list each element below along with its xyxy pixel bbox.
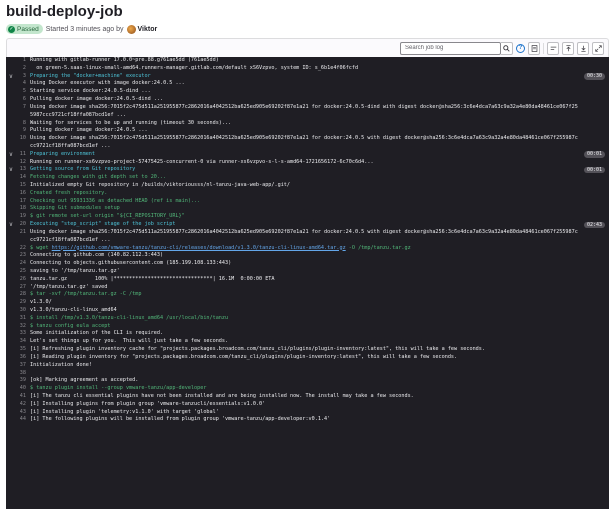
- search-icon: [503, 45, 510, 52]
- line-number[interactable]: 5: [22, 88, 26, 95]
- log-gutter: [6, 291, 16, 299]
- log-gutter: [6, 268, 16, 276]
- log-text: Fetching changes with git depth set to 20...: [30, 174, 167, 181]
- line-number[interactable]: 11: [19, 150, 26, 157]
- line-number[interactable]: 6: [22, 96, 26, 103]
- log-gutter: [6, 307, 16, 315]
- help-icon[interactable]: ?: [516, 44, 525, 53]
- log-text: Preparing the "docker+machine" executor: [30, 72, 151, 79]
- log-text: $ tanzu config eula accept: [30, 322, 111, 329]
- log-gutter: [6, 57, 16, 65]
- log-text: $ tanzu plugin install --group vmware-tanzu/app-developer: [30, 385, 207, 392]
- log-line: [6, 198, 609, 206]
- wrap-lines-button[interactable]: [547, 42, 559, 55]
- log-text: [i] Reading plugin inventory for "projects.packages.broadcom.com/tanzu_cli/plugins/plugin-inventory:latest", this will take a few seconds.: [30, 353, 458, 360]
- chevron-down-icon[interactable]: ∨: [8, 150, 14, 158]
- line-number[interactable]: 2: [22, 64, 26, 71]
- log-text: '/tmp/tanzu.tar.gz' saved: [30, 283, 108, 290]
- line-number[interactable]: 44: [19, 416, 26, 423]
- log-gutter: [6, 252, 16, 260]
- log-gutter: [6, 299, 16, 307]
- log-line: [6, 338, 609, 346]
- line-number[interactable]: 32: [19, 322, 26, 329]
- log-gutter: [6, 205, 16, 213]
- section-duration-badge: 00:30: [584, 73, 605, 80]
- log-text: Running with gitlab-runner 17.0.0~pre.88.g761ae5dd (761ae5dd): [30, 57, 219, 63]
- fullscreen-icon: [595, 45, 602, 52]
- log-text: Initialization done!: [30, 361, 92, 368]
- log-gutter: [6, 174, 16, 182]
- line-number[interactable]: 19: [19, 213, 26, 220]
- line-number[interactable]: 13: [19, 166, 26, 173]
- line-number[interactable]: 43: [19, 408, 26, 415]
- scroll-top-icon: [565, 45, 572, 52]
- line-number[interactable]: 25: [19, 267, 26, 274]
- log-gutter: [6, 120, 16, 128]
- check-circle-icon: ✓: [9, 25, 14, 32]
- status-label: Passed: [17, 25, 39, 33]
- log-line: [6, 190, 609, 198]
- toolbar-divider: [543, 43, 544, 54]
- job-meta: [6, 24, 609, 34]
- log-gutter: [6, 182, 16, 190]
- line-number[interactable]: 9: [22, 127, 26, 134]
- log-gutter: [6, 127, 16, 135]
- line-number[interactable]: 31: [19, 314, 26, 321]
- scroll-bottom-icon: [580, 45, 587, 52]
- log-line: [6, 174, 609, 182]
- log-text: Created fresh repository.: [30, 189, 108, 196]
- log-gutter: [6, 88, 16, 96]
- log-line: [6, 245, 609, 253]
- log-gutter: [6, 245, 16, 253]
- log-text: Checking out 95931336 as detached HEAD (ref is main)...: [30, 197, 201, 204]
- log-line: [6, 409, 609, 417]
- log-gutter: [6, 80, 16, 88]
- line-number[interactable]: 34: [19, 338, 26, 345]
- log-text: $ install /tmp/v1.3.0/tanzu-cli-linux_amd64 /usr/local/bin/tanzu: [30, 314, 229, 321]
- log-gutter: [6, 159, 16, 167]
- line-number[interactable]: 42: [19, 400, 26, 407]
- log-line: [6, 268, 609, 276]
- download-link[interactable]: https://github.com/vmware-tanzu/tanzu-cli/releases/download/v1.3.0/tanzu-cli-linux-amd64.tar.gz: [51, 244, 346, 251]
- line-number[interactable]: 29: [19, 299, 26, 306]
- log-line: [6, 120, 609, 128]
- log-text: $ git remote set-url origin "${CI_REPOSITORY_URL}": [30, 213, 185, 220]
- status-badge[interactable]: [6, 24, 43, 34]
- chevron-down-icon[interactable]: ∨: [8, 221, 14, 229]
- log-text: Using docker image sha256:7015f2c475d511a251955877c2862016a4042512ba625ed905e69202f87e1a21 for docker:24.0.5 with digest docker@sha256:3c6e4dca7a63c9a32a4e80da48461ce067f255987ccc9721cf18ffa087bcd1ef ...: [30, 135, 578, 149]
- line-number[interactable]: 15: [19, 182, 26, 188]
- line-number[interactable]: 1: [22, 57, 26, 63]
- log-text: [i] Installing plugin 'telemetry:v1.1.0' with target 'global': [30, 408, 219, 415]
- log-text: tanzu.tar.gz 100% |********************************| 16.1M 0:00:00 ETA: [30, 275, 275, 282]
- log-line: [6, 416, 609, 424]
- log-gutter: [6, 96, 16, 104]
- log-text: Initialized empty Git repository in /builds/viktoriousss/nl-tanzu-java-web-app/.git/: [30, 182, 290, 188]
- chevron-down-icon[interactable]: ∨: [8, 72, 14, 80]
- section-duration-badge: 00:01: [584, 167, 605, 174]
- log-line: [6, 229, 609, 245]
- log-text: Getting source from Git repository: [30, 166, 136, 173]
- log-line: [6, 182, 609, 190]
- search-button[interactable]: [501, 42, 513, 55]
- log-line: [6, 104, 609, 120]
- log-text: $ wget https://github.com/vmware-tanzu/tanzu-cli/releases/download/v1.3.0/tanzu-cli-linux-amd64.tar.gz -O /tmp/tanzu.tar.gz: [30, 244, 411, 251]
- line-number[interactable]: 4: [22, 80, 26, 87]
- line-number[interactable]: 22: [19, 244, 26, 251]
- line-number[interactable]: 26: [19, 275, 26, 282]
- page-title: build-deploy-job: [6, 3, 123, 20]
- log-line: [6, 330, 609, 338]
- log-gutter: [6, 362, 16, 370]
- log-text: Pulling docker image docker:24.0.5-dind ...: [30, 96, 164, 103]
- job-log: [6, 57, 609, 509]
- log-line: [6, 213, 609, 221]
- log-line: [6, 127, 609, 135]
- log-section-header[interactable]: [6, 221, 609, 229]
- line-number[interactable]: 10: [19, 135, 26, 142]
- log-text: Starting service docker:24.0.5-dind ...: [30, 88, 151, 95]
- log-gutter: [6, 284, 16, 292]
- line-number[interactable]: 27: [19, 283, 26, 290]
- log-gutter: [6, 260, 16, 268]
- log-gutter: [6, 229, 16, 245]
- line-number[interactable]: 20: [19, 221, 26, 228]
- log-line: [6, 346, 609, 354]
- raw-log-button[interactable]: [528, 42, 540, 55]
- log-text: [i] The following plugins will be installed from plugin group 'vmware-tanzu/app-developer:v0.1.4': [30, 416, 331, 423]
- log-text: [i] Installing plugins from plugin group 'vmware-tanzucli/essentials:v1.0.0': [30, 400, 266, 407]
- log-gutter: [6, 393, 16, 401]
- log-text: Running on runner-xs6vzpvo-project-57475425-concurrent-0 via runner-xs6vzpvo-s-l-s-amd64-1721656172-6c70c6d4...: [30, 158, 374, 165]
- log-text: [i] Refreshing plugin inventory cache for "projects.packages.broadcom.com/tanzu_cli/plugins/plugin-inventory:latest", this will take a few seconds.: [30, 346, 485, 353]
- log-text: Connecting to objects.githubusercontent.com (185.199.108.133:443): [30, 260, 232, 267]
- log-line: [6, 393, 609, 401]
- log-line: [6, 57, 609, 65]
- section-duration-badge: 00:01: [584, 151, 605, 158]
- log-text: v1.3.0/tanzu-cli-linux_amd64: [30, 307, 117, 313]
- log-text: Using Docker executor with image docker:24.0.5 ...: [30, 80, 185, 87]
- log-line: [6, 401, 609, 409]
- log-line: [6, 323, 609, 331]
- log-text: Using docker image sha256:7015f2c475d511a251955877c2862016a4042512ba625ed905e69202f87e1a21 for docker:24.0.5 with digest docker@sha256:3c6e4dca7a63c9a32a4e80da48461ce067f255987ccc9721cf18ffa087bcd1ef ...: [30, 228, 578, 243]
- log-gutter: [6, 198, 16, 206]
- log-gutter: [6, 213, 16, 221]
- line-number[interactable]: 28: [19, 291, 26, 298]
- log-line: [6, 65, 609, 73]
- log-gutter: [6, 338, 16, 346]
- line-number[interactable]: 40: [19, 385, 26, 392]
- log-line: [6, 299, 609, 307]
- line-number[interactable]: 30: [19, 307, 26, 313]
- line-number[interactable]: 23: [19, 252, 26, 259]
- log-gutter: [6, 409, 16, 417]
- log-gutter: [6, 354, 16, 362]
- scroll-top-button[interactable]: [562, 42, 574, 55]
- log-line: [6, 291, 609, 299]
- log-text: [30, 370, 609, 378]
- fullscreen-button[interactable]: [592, 42, 604, 55]
- log-line: [6, 385, 609, 393]
- log-gutter: [6, 323, 16, 331]
- line-number[interactable]: 24: [19, 260, 26, 267]
- line-number[interactable]: 3: [22, 72, 26, 79]
- line-number[interactable]: 8: [22, 119, 26, 126]
- log-toolbar: [6, 38, 609, 57]
- log-line: [6, 362, 609, 370]
- line-number[interactable]: 39: [19, 377, 26, 384]
- log-line: [6, 276, 609, 284]
- log-line: [6, 377, 609, 385]
- log-gutter: [6, 65, 16, 73]
- log-line: [6, 252, 609, 260]
- log-text: Skipping Git submodules setup: [30, 205, 120, 212]
- line-number[interactable]: 12: [19, 158, 26, 165]
- log-line: [6, 96, 609, 104]
- log-gutter: [6, 346, 16, 354]
- log-gutter: [6, 104, 16, 120]
- log-section-header[interactable]: [6, 166, 609, 174]
- log-text: v1.3.0/: [30, 299, 52, 306]
- log-line: [6, 284, 609, 292]
- log-line: [6, 315, 609, 323]
- job-header: [0, 0, 615, 36]
- wrap-icon: [550, 45, 557, 52]
- section-duration-badge: 02:43: [584, 222, 605, 229]
- log-text: Executing "step_script" stage of the job script: [30, 221, 176, 228]
- log-gutter: [6, 370, 16, 378]
- line-number[interactable]: 36: [19, 353, 26, 360]
- log-line: [6, 88, 609, 96]
- log-line: [6, 159, 609, 167]
- line-number[interactable]: 41: [19, 392, 26, 399]
- started-text: Started 3 minutes ago by: [45, 25, 124, 33]
- log-gutter: [6, 315, 16, 323]
- line-number[interactable]: 7: [22, 103, 26, 110]
- avatar[interactable]: [127, 25, 136, 34]
- chevron-down-icon[interactable]: ∨: [8, 166, 14, 174]
- search-input[interactable]: [400, 42, 501, 55]
- log-text: Some initialization of the CLI is required.: [30, 330, 164, 337]
- line-number[interactable]: 14: [19, 174, 26, 181]
- log-text: on green-5.saas-linux-small-amd64.runners-manager.gitlab.com/default xS6Vzpvo, system ID: s_6b1e4f06fcfd: [30, 64, 359, 71]
- log-text: Waiting for services to be up and running (timeout 30 seconds)...: [30, 119, 232, 126]
- log-text: Let's set things up for you. This will just take a few seconds.: [30, 338, 229, 345]
- log-text: Connecting to github.com (140.82.112.3:443): [30, 252, 164, 259]
- line-number[interactable]: 16: [19, 189, 26, 196]
- log-gutter: [6, 276, 16, 284]
- author-link[interactable]: Viktor: [137, 25, 158, 33]
- scroll-bottom-button[interactable]: [577, 42, 589, 55]
- log-gutter: [6, 385, 16, 393]
- log-line: [6, 80, 609, 88]
- log-line: [6, 260, 609, 268]
- line-number[interactable]: 33: [19, 330, 26, 337]
- log-gutter: [6, 190, 16, 198]
- raw-log-icon: [531, 45, 538, 52]
- log-text: [i] The tanzu cli essential plugins have not been installed and are being installed now. The install may take a few seconds.: [30, 392, 414, 399]
- log-line: [6, 307, 609, 315]
- log-line: [6, 135, 609, 151]
- log-section-header[interactable]: [6, 73, 609, 81]
- line-number[interactable]: 17: [19, 197, 26, 204]
- log-gutter: [6, 401, 16, 409]
- log-text: Pulling docker image docker:24.0.5 ...: [30, 127, 148, 134]
- log-text: $ tar -xvf /tmp/tanzu.tar.gz -C /tmp: [30, 291, 142, 298]
- line-number[interactable]: 18: [19, 205, 26, 212]
- line-number[interactable]: 37: [19, 361, 26, 368]
- log-section-header[interactable]: [6, 151, 609, 159]
- line-number[interactable]: 38: [19, 369, 26, 376]
- log-line: [6, 205, 609, 213]
- log-text: Preparing environment: [30, 150, 95, 157]
- log-line: [6, 370, 609, 378]
- log-gutter: [6, 135, 16, 151]
- line-number[interactable]: 35: [19, 346, 26, 353]
- log-gutter: [6, 416, 16, 424]
- log-line: [6, 354, 609, 362]
- log-gutter: [6, 330, 16, 338]
- log-text: saving to '/tmp/tanzu.tar.gz': [30, 267, 120, 274]
- log-gutter: [6, 377, 16, 385]
- log-text: [ok] Marking agreement as accepted.: [30, 377, 139, 384]
- line-number[interactable]: 21: [19, 228, 26, 235]
- log-text: Using docker image sha256:7015f2c475d511a251955877c2862016a4042512ba625ed905e69202f87e1a21 for docker:24.0.5-dind with digest docker@sha256:3c6e4dca7a63c9a32a4e80da48461ce067f255987ccc9721cf18ffa087bcd1ef ...: [30, 103, 578, 118]
